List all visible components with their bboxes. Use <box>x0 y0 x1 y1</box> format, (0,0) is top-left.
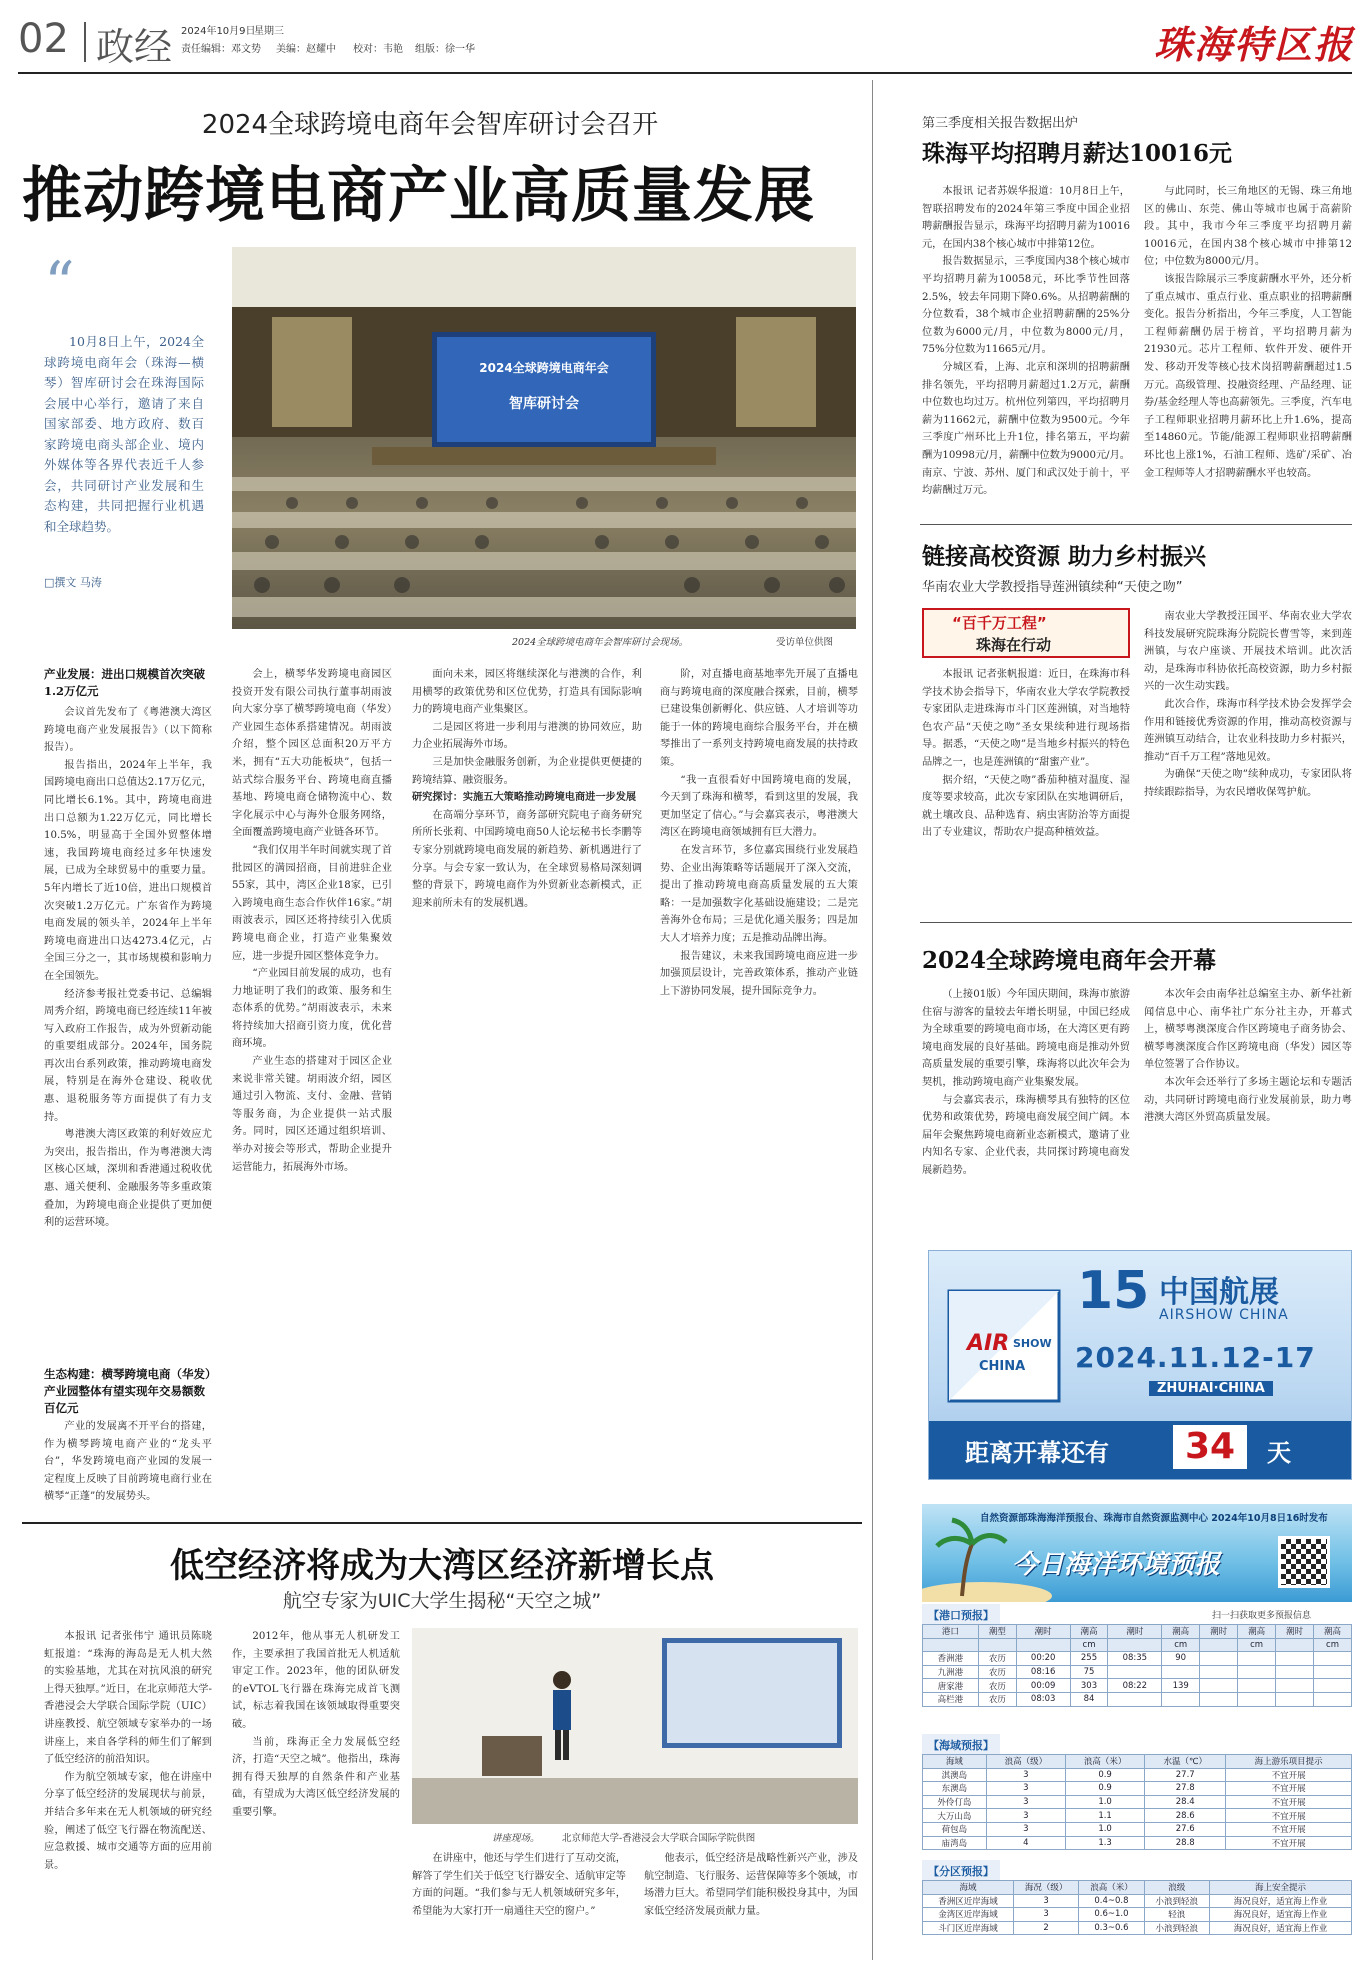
table-cell <box>1162 1692 1200 1706</box>
table-cell: 不宜开展 <box>1226 1822 1352 1836</box>
table-cell: 1.0 <box>1065 1822 1144 1836</box>
lead-byline: □撰文 马涛 <box>44 576 102 589</box>
table-cell <box>1200 1652 1238 1666</box>
badge-line-1: “百千万工程” <box>952 614 1047 632</box>
table-cell: 90 <box>1162 1652 1200 1666</box>
qr-code <box>1278 1536 1330 1588</box>
conference-hall-illustration <box>232 247 856 629</box>
zone-forecast-table <box>922 1880 1352 1935</box>
layout-credit: 组版：徐一华 <box>415 44 475 55</box>
sea-header: 水温（℃） <box>1145 1755 1226 1769</box>
paragraph: 二是园区将进一步利用与港澳的协同效应，助力企业拓展海外市场。 <box>412 721 642 751</box>
lead-photo-credit: 受访单位供图 <box>776 637 834 648</box>
sea-header: 浪高（米） <box>1065 1755 1144 1769</box>
annual-col-2 <box>1144 986 1352 1236</box>
table-cell: 九洲港 <box>923 1665 979 1679</box>
port-header: 潮高 <box>1162 1625 1200 1639</box>
lead-col-1 <box>44 704 212 1364</box>
airshow-city: ZHUHAI·CHINA <box>1149 1381 1273 1396</box>
port-unit: cm <box>1314 1638 1352 1652</box>
univ-col-1 <box>922 666 1130 980</box>
lowalt-photo-caption: 讲座现场。 <box>492 1833 540 1844</box>
paragraph: 产业的发展离不开平台的搭建，作为横琴跨境电商产业的“龙头平台”，华发跨境电商产业园的发展一定程度上反映了目前跨境电商行业在横琴“正蓬”的发展势头。 <box>44 1421 212 1503</box>
table-cell: 不宜开展 <box>1226 1795 1352 1809</box>
table-cell: 1.3 <box>1065 1836 1144 1850</box>
table-cell: 小浪到轻浪 <box>1144 1921 1209 1935</box>
port-unit: cm <box>1238 1638 1276 1652</box>
table-cell: 75 <box>1070 1665 1108 1679</box>
campaign-badge <box>922 608 1130 658</box>
table-cell <box>1200 1692 1238 1706</box>
table-row <box>923 1836 1352 1850</box>
table-cell: 28.6 <box>1145 1809 1226 1823</box>
table-cell: 1.0 <box>1065 1795 1144 1809</box>
table-cell <box>1276 1665 1314 1679</box>
lead-subhead-2: 生态构建：横琴跨境电商（华发）产业园整体有望实现年交易额数百亿元 <box>44 1367 211 1415</box>
section-rule <box>920 922 1352 923</box>
countdown-unit: 天 <box>1267 1439 1291 1467</box>
table-cell: 08:35 <box>1108 1652 1162 1666</box>
paragraph: 本报讯 记者张伟宁 通讯员陈晓虹报道：“珠海的海岛是无人机大然的实验基地，尤其在对抗风浪的研究上得天独厚。”近日，在北京师范大学-香港浸会大学联合国际学院（UIC）讲座教授、航空领域专家举办的一场讲座上，来自各学科的师生们了解到了低空经济的前沿知识。 <box>44 1631 212 1766</box>
table-row <box>923 1652 1352 1666</box>
table-cell <box>1108 1665 1162 1679</box>
paragraph: 他表示，低空经济是战略性新兴产业，涉及航空制造、飞行服务、运营保障等多个领域，市场潜力巨大。希望同学们能积极投身其中，为国家低空经济发展贡献力量。 <box>644 1853 858 1917</box>
port-unit: cm <box>1162 1638 1200 1652</box>
paragraph: 在讲座中，他还与学生们进行了互动交流，解答了学生们关于低空飞行器安全、适航审定等方面的问题。“我们参与无人机领域研究多年，希望能为大家打开一扇通往天空的窗户。” <box>412 1853 626 1917</box>
countdown-days: 34 <box>1173 1425 1247 1469</box>
port-unit <box>1016 1638 1070 1652</box>
section-divider <box>84 22 86 62</box>
paragraph: 当前，珠海正全力发展低空经济，打造“天空之城”。他指出，珠海拥有得天独厚的自然条件和产业基础，有望成为大湾区低空经济发展的重要引擎。 <box>232 1736 400 1818</box>
table-cell <box>1276 1652 1314 1666</box>
paragraph: 与此同时，长三角地区的无锡、珠三角地区的佛山、东莞、佛山等城市也属于高薪阶段。其中，我市今年三季度平均招聘月薪10016元，在国内38个核心城市中排第12位；中位数为8000元/月。 <box>1144 186 1352 268</box>
paragraph: 在发言环节，多位嘉宾围绕行业发展趋势、企业出海策略等话题展开了深入交流，提出了推动跨境电商高质量发展的五大策略：一是加强数字化基础设施建设；二是完善海外仓布局；三是优化通关服务；四是加大人才培养力度；五是推动品牌出海。 <box>660 844 858 944</box>
table-cell <box>1314 1652 1352 1666</box>
port-header: 潮高 <box>1070 1625 1108 1639</box>
paragraph: （上接01版）今年国庆期间，珠海市旅游住宿与游客的量较去年增长明显，中国已经成为全球重要的跨境电商市场，在大湾区更有跨境电商发展的良好基础。跨境电商是推动外贸高质量发展的重要引擎，珠海将以此次年会为契机，推动跨境电商产业集聚发展。 <box>922 989 1130 1088</box>
table-cell: 27.7 <box>1145 1768 1226 1782</box>
paragraph: 此次合作，珠海市科学技术协会发挥学会作用和链接优秀资源的作用，推动高校资源与莲洲镇互动结合，让农业科技助力乡村振兴，推动“百千万工程”落地见效。 <box>1144 698 1352 763</box>
paragraph: 本次年会还举行了多场主题论坛和专题活动，共同研讨跨境电商行业发展前景，助力粤港澳大湾区外贸高质量发展。 <box>1144 1076 1352 1124</box>
table-cell: 0.9 <box>1065 1782 1144 1796</box>
lead-col-3 <box>412 666 642 1516</box>
zone-header: 浪级 <box>1144 1881 1209 1895</box>
table-cell <box>1238 1692 1276 1706</box>
table-cell: 139 <box>1162 1679 1200 1693</box>
zone-forecast-title: 【分区预报】 <box>922 1860 1000 1882</box>
table-cell: 27.6 <box>1145 1822 1226 1836</box>
editor-credit: 责任编辑：邓文势 <box>181 44 261 55</box>
table-cell: 香洲港 <box>923 1652 979 1666</box>
table-cell: 香洲区近岸海域 <box>923 1894 1014 1908</box>
paragraph: 经济参考报社党委书记、总编辑周秀介绍，跨境电商已经连续11年被写入政府工作报告，成为外贸新动能的重要组成部分。2024年，国务院再次出台系列政策，推动跨境电商发展，特别是在海外仓建设、税收优惠、退税服务等方面提供了有力支持。 <box>44 988 212 1123</box>
table-cell: 0.3~0.6 <box>1079 1921 1144 1935</box>
port-header: 港口 <box>923 1625 979 1639</box>
lowalt-col-3 <box>412 1850 858 1958</box>
table-cell: 不宜开展 <box>1226 1809 1352 1823</box>
paragraph: 分城区看，上海、北京和深圳的招聘薪酬排名领先，平均招聘月薪超过1.2万元，薪酬中位数也均过万。杭州位列第四，平均招聘月薪为11662元，薪酬中位数为9500元。今年三季度广州环比上升1位，排名第五，平均薪酬为10998元/月，薪酬中位数为9000元/月。南京、宁波、苏州、厦门和武汉处于前十，平均薪酬过万元。 <box>922 361 1130 497</box>
table-cell: 0.6~1.0 <box>1079 1908 1144 1922</box>
zone-header: 海况（级） <box>1013 1881 1078 1895</box>
lead-col-1b <box>44 1418 212 1514</box>
paragraph: 在高端分享环节，商务部研究院电子商务研究所所长张莉、中国跨境电商50人论坛秘书长李鹏等专家分别就跨境电商发展的新趋势、新机遇进行了分享。与会专家一致认为，在全球贸易格局深刻调整的背景下，跨境电商作为外贸新业态新模式，正迎来前所未有的发展机遇。 <box>412 809 642 909</box>
table-cell <box>1162 1665 1200 1679</box>
table-cell: 3 <box>1013 1894 1078 1908</box>
zone-header: 浪高（米） <box>1079 1881 1144 1895</box>
table-cell: 农历 <box>978 1665 1016 1679</box>
table-cell: 海况良好，适宜海上作业 <box>1209 1894 1351 1908</box>
badge-line-2: 珠海在行动 <box>976 636 1052 654</box>
table-cell: 3 <box>986 1782 1065 1796</box>
lecture-illustration <box>412 1628 858 1824</box>
table-cell: 荷包岛 <box>923 1822 987 1836</box>
lead-subhead-1: 产业发展：进出口规模首次突破1.2万亿元 <box>44 667 205 698</box>
port-forecast-title: 【港口预报】 <box>922 1604 1000 1626</box>
table-cell: 08:03 <box>1016 1692 1070 1706</box>
paragraph: 2012年，他从事无人机研发工作，主要承担了我国首批无人机适航审定工作。2023年，他的团队研发的eVTOL飞行器在珠海完成首飞测试，标志着我国在该领域取得重要突破。 <box>232 1631 400 1730</box>
port-header: 潮时 <box>1200 1625 1238 1639</box>
paragraph: 该报告除展示三季度薪酬水平外，还分析了重点城市、重点行业、重点职业的招聘薪酬变化。报告分析指出，今年三季度，人工智能工程师薪酬仍居于榜首，平均招聘月薪为21930元。芯片工程师、软件开发、硬件开发、移动开发等核心技术岗招聘薪酬超过1.5万元。高级管理、投融资经理、产品经理、证券/基金经理人等也高薪领先。三季度，汽车电子工程师职业招聘月薪环比上升1.6%，提高至14860元。节能/能源工程师职业招聘薪酬环比也上涨1%，石油工程师、选矿/采矿、冶金工程师等人才招聘薪酬水平也较高。 <box>1144 273 1352 479</box>
table-cell: 303 <box>1070 1679 1108 1693</box>
zone-header: 海域 <box>923 1881 1014 1895</box>
sea-header: 浪高（级） <box>986 1755 1065 1769</box>
lowalt-col-2 <box>232 1628 400 1958</box>
paragraph: 报告建议，未来我国跨境电商应进一步加强顶层设计，完善政策体系，推动产业链上下游协同发展，提升国际竞争力。 <box>660 950 858 997</box>
lowalt-photo <box>412 1628 858 1824</box>
airshow-banner <box>928 1250 1352 1480</box>
sea-forecast-rows <box>923 1768 1352 1850</box>
table-cell: 3 <box>986 1768 1065 1782</box>
table-cell <box>1200 1679 1238 1693</box>
paragraph: “我一直很看好中国跨境电商的发展，今天到了珠海和横琴，看到这里的发展，我更加坚定了信心。”与会嘉宾表示，粤港澳大湾区在跨境电商领域拥有巨大潜力。 <box>660 774 858 839</box>
port-forecast-table <box>922 1624 1352 1707</box>
marine-banner <box>922 1504 1352 1602</box>
table-cell: 不宜开展 <box>1226 1836 1352 1850</box>
recruit-col-1 <box>922 183 1130 523</box>
airshow-logo-air: AIR <box>967 1331 1010 1356</box>
sea-header: 海域 <box>923 1755 987 1769</box>
univ-col-2 <box>1144 608 1352 980</box>
table-cell: 28.4 <box>1145 1795 1226 1809</box>
table-cell: 农历 <box>978 1692 1016 1706</box>
paragraph: 报告指出，2024年上半年，我国跨境电商出口总值达2.17万亿元，同比增长6.1%。其中，跨境电商进出口总额为1.22万亿元，同比增长10.5%，明显高于全国外贸整体增速，我国跨境电商经过多年快速发展，已成为全球贸易中的重要力量。5年内增长了近10倍，进出口规模首次突破1.2万亿元。广东省作为跨境电商发展的领头羊，2024年上半年跨境电商进出口达4273.4亿元，占全国三分之一，其市场规模和影响力在全国领先。 <box>44 759 212 982</box>
table-cell: 1.1 <box>1065 1809 1144 1823</box>
port-forecast-rows <box>923 1652 1352 1706</box>
table-row <box>923 1665 1352 1679</box>
paragraph: 阶，对直播电商基地率先开展了直播电商与跨境电商的深度融合探索，目前，横琴已建设集创新孵化、供应链、人才培训等功能于一体的跨境电商综合服务平台，并在横琴推出了一系列支持跨境电商发展的扶持政策。 <box>660 669 858 768</box>
paper-logo: 珠海特区报 <box>1153 22 1354 67</box>
table-cell: 4 <box>986 1836 1065 1850</box>
table-cell: 2 <box>1013 1921 1078 1935</box>
masthead-rule <box>18 72 1352 74</box>
port-header: 潮时 <box>1016 1625 1070 1639</box>
table-cell: 0.9 <box>1065 1768 1144 1782</box>
airshow-title: 中国航展 <box>1159 1275 1279 1310</box>
table-cell: 3 <box>986 1795 1065 1809</box>
table-cell <box>1314 1692 1352 1706</box>
table-cell <box>1238 1679 1276 1693</box>
section-rule <box>22 1522 862 1524</box>
table-cell: 27.8 <box>1145 1782 1226 1796</box>
table-cell <box>1314 1679 1352 1693</box>
table-cell <box>1200 1665 1238 1679</box>
countdown-label: 距离开幕还有 <box>965 1439 1109 1467</box>
table-cell: 海况良好，适宜海上作业 <box>1209 1908 1351 1922</box>
paragraph: “我们仅用半年时间就实现了首批园区的满园招商，目前进驻企业55家，其中，湾区企业18家，已引入跨境电商生态合作伙伴16家。”胡雨波表示，园区还将持续引入优质跨境电商企业，打造产业集聚效应，进一步提升园区整体竞争力。 <box>232 844 392 962</box>
univ-subtitle: 华南农业大学教授指导莲洲镇续种“天使之吻” <box>922 580 1183 595</box>
table-cell: 小浪到轻浪 <box>1144 1894 1209 1908</box>
table-cell: 外伶仃岛 <box>923 1795 987 1809</box>
sea-forecast-table <box>922 1754 1352 1850</box>
table-cell: 大万山岛 <box>923 1809 987 1823</box>
annual-headline: 2024全球跨境电商年会开幕 <box>922 947 1217 974</box>
section-name: 政经 <box>96 25 173 69</box>
port-unit: cm <box>1070 1638 1108 1652</box>
table-cell: 东澳岛 <box>923 1782 987 1796</box>
table-row <box>923 1795 1352 1809</box>
paragraph: 会议首先发布了《粤港澳大湾区跨境电商产业发展报告》（以下简称报告）。 <box>44 707 212 754</box>
table-cell: 唐家港 <box>923 1679 979 1693</box>
marine-title: 今日海洋环境预报 <box>1012 1550 1221 1580</box>
sea-forecast-title: 【海域预报】 <box>922 1734 1000 1756</box>
port-unit <box>923 1638 979 1652</box>
table-cell: 08:22 <box>1108 1679 1162 1693</box>
table-cell: 84 <box>1070 1692 1108 1706</box>
univ-headline: 链接高校资源 助力乡村振兴 <box>922 543 1207 570</box>
recruit-kicker: 第三季度相关报告数据出炉 <box>922 116 1079 131</box>
table-cell: 3 <box>986 1822 1065 1836</box>
port-unit <box>1200 1638 1238 1652</box>
table-cell: 3 <box>986 1809 1065 1823</box>
airshow-logo-china: CHINA <box>979 1359 1026 1374</box>
lead-photo <box>232 247 856 629</box>
table-cell: 0.4~0.8 <box>1079 1894 1144 1908</box>
zone-forecast-rows <box>923 1894 1352 1935</box>
table-row <box>923 1809 1352 1823</box>
screen-title: 2024全球跨境电商年会 <box>479 361 609 375</box>
paragraph: 三是加快金融服务创新，为企业提供更便捷的跨境结算、融资服务。 <box>412 756 642 786</box>
paragraph: 研究探讨：实施五大策略推动跨境电商进一步发展 <box>412 791 637 804</box>
paragraph: 产业生态的搭建对于园区企业来说非常关键。胡雨波介绍，园区通过引入物流、支付、金融、营销等服务商，为企业提供一站式服务。同时，园区还通过组织培训、举办对接会等形式，帮助企业提升运营能力，拓展海外市场。 <box>232 1056 392 1173</box>
table-cell: 农历 <box>978 1679 1016 1693</box>
table-row <box>923 1782 1352 1796</box>
paragraph: 作为航空领域专家，他在讲座中分享了低空经济的发展现状与前景，并结合多年来在无人机领域的研究经验，阐述了低空飞行器在物流配送、应急救援、城市交通等方面的应用前景。 <box>44 1771 212 1871</box>
port-header: 潮时 <box>1276 1625 1314 1639</box>
paragraph: 报告数据显示，三季度国内38个核心城市平均招聘月薪为10058元，环比季节性回落2.5%，较去年同期下降0.6%。从招聘薪酬的分位数看，38个城市企业招聘薪酬的25%分位数为6000元/月，中位数为8000元/月，75%分位数为11665元/月。 <box>922 256 1130 356</box>
port-unit <box>1108 1638 1162 1652</box>
paragraph: 南农业大学教授汪国平、华南农业大学农科技发展研究院珠海分院院长曹雪等，来到莲洲镇，与农户座谈、开展技术培训。此次活动，是珠海市科协依托高校资源，助力乡村振兴的一次生动实践。 <box>1144 611 1352 693</box>
paragraph: 面向未来，园区将继续深化与港澳的合作，利用横琴的政策优势和区位优势，打造具有国际影响力的跨境电商产业集聚区。 <box>412 669 642 716</box>
lowalt-col-1 <box>44 1628 212 1958</box>
table-cell: 28.8 <box>1145 1836 1226 1850</box>
lead-kicker: 2024全球跨境电商年会智库研讨会召开 <box>201 110 659 140</box>
table-cell <box>1108 1692 1162 1706</box>
table-cell: 高栏港 <box>923 1692 979 1706</box>
port-unit <box>1276 1638 1314 1652</box>
table-cell: 255 <box>1070 1652 1108 1666</box>
table-cell: 淇澳岛 <box>923 1768 987 1782</box>
lowalt-photo-credit: 北京师范大学-香港浸会大学联合国际学院供图 <box>562 1833 756 1844</box>
paragraph: 为确保“天使之吻”续种成功，专家团队将持续跟踪指导，为农民增收保驾护航。 <box>1144 769 1352 798</box>
lead-col-2 <box>232 666 392 1516</box>
recruit-headline: 珠海平均招聘月薪达10016元 <box>922 140 1233 167</box>
table-cell: 庙湾岛 <box>923 1836 987 1850</box>
recruit-col-2 <box>1144 183 1352 523</box>
table-cell: 3 <box>1013 1908 1078 1922</box>
paragraph: “产业园目前发展的成功，也有力地证明了我们的政策、服务和生态体系的优势。”胡雨波表示，未来将持续加大招商引资力度，优化营商环境。 <box>232 968 392 1050</box>
port-header: 潮时 <box>1108 1625 1162 1639</box>
proof-credit: 校对：韦艳 <box>353 44 403 55</box>
table-cell <box>1276 1692 1314 1706</box>
screen-subtitle: 智库研讨会 <box>509 396 579 412</box>
port-header: 潮高 <box>1314 1625 1352 1639</box>
page-number: 02 <box>18 16 69 62</box>
paragraph: 粤港澳大湾区政策的利好效应尤为突出，报告指出，作为粤港澳大湾区核心区域，深圳和香港通过税收优惠、通关便利、金融服务等多重政策叠加，为跨境电商企业提供了更加便利的运营环境。 <box>44 1129 212 1229</box>
lead-photo-caption: 2024全球跨境电商年会智库研讨会现场。 <box>512 637 689 648</box>
table-cell <box>1238 1652 1276 1666</box>
port-unit <box>978 1638 1016 1652</box>
table-cell: 00:09 <box>1016 1679 1070 1693</box>
column-divider <box>872 80 873 1960</box>
table-cell: 海况良好，适宜海上作业 <box>1209 1921 1351 1935</box>
table-cell: 轻浪 <box>1144 1908 1209 1922</box>
lead-summary: 10月8日上午，2024全球跨境电商年会（珠海—横琴）智库研讨会在珠海国际会展中心举行，邀请了来自国家部委、地方政府、数百家跨境电商头部企业、境内外媒体等各界代表近千人参会，共同研讨产业发展和生态构建，共同把握行业机遇和全球趋势。 <box>44 334 204 534</box>
section-rule <box>920 524 1352 525</box>
airshow-logo-show: SHOW <box>1013 1337 1052 1350</box>
table-row <box>923 1768 1352 1782</box>
table-cell: 金湾区近岸海域 <box>923 1908 1014 1922</box>
zone-header: 海上安全提示 <box>1209 1881 1351 1895</box>
lead-col-4 <box>660 666 858 1516</box>
table-cell: 08:16 <box>1016 1665 1070 1679</box>
art-credit: 美编：赵耀中 <box>276 44 336 55</box>
table-cell: 斗门区近岸海域 <box>923 1921 1014 1935</box>
issue-date: 2024年10月9日 <box>181 26 256 37</box>
masthead <box>18 14 1358 70</box>
table-cell: 不宜开展 <box>1226 1782 1352 1796</box>
airshow-dates: 2024.11.12-17 <box>1075 1341 1316 1374</box>
quote-mark-icon: “ <box>44 249 75 319</box>
table-row <box>923 1822 1352 1836</box>
paragraph: 据介绍，“天使之吻”番茄种植对温度、湿度等要求较高，此次专家团队在实地调研后，就土壤改良、品种选育、病虫害防治等方面提出了专业建议，帮助农户提高种植效益。 <box>922 774 1130 839</box>
lowalt-subtitle: 航空专家为UIC大学生揭秘“天空之城” <box>282 1590 602 1612</box>
table-cell: 不宜开展 <box>1226 1768 1352 1782</box>
table-cell: 00:20 <box>1016 1652 1070 1666</box>
airshow-en: AIRSHOW CHINA <box>1159 1307 1289 1323</box>
annual-col-1 <box>922 986 1130 1236</box>
table-row <box>923 1679 1352 1693</box>
table-row <box>923 1921 1352 1935</box>
paragraph: 本报讯 记者张帆报道：近日，在珠海市科学技术协会指导下，华南农业大学农学院教授专家团队走进珠海市斗门区莲洲镇，对当地特色农产品“天使之吻”圣女果续种进行现场指导。据悉，“天使之吻”是当地乡村振兴的特色品牌之一，也是莲洲镇的“甜蜜产业”。 <box>922 669 1130 768</box>
lowalt-headline: 低空经济将成为大湾区经济新增长点 <box>170 1546 714 1586</box>
paragraph: 与会嘉宾表示，珠海横琴具有独特的区位优势和政策优势，跨境电商发展空间广阔。本届年会聚焦跨境电商新业态新模式，邀请了业内知名专家、企业代表，共同探讨跨境电商发展新趋势。 <box>922 1094 1130 1176</box>
marine-issuer: 自然资源部珠海海洋预报台、珠海市自然资源监测中心 2024年10月8日16时发布 <box>980 1513 1328 1524</box>
port-header: 潮型 <box>978 1625 1016 1639</box>
table-cell <box>1314 1665 1352 1679</box>
table-cell: 农历 <box>978 1652 1016 1666</box>
table-cell <box>1276 1679 1314 1693</box>
table-row <box>923 1894 1352 1908</box>
qr-hint: 扫一扫获取更多预报信息 <box>1212 1611 1312 1621</box>
table-row <box>923 1692 1352 1706</box>
table-row <box>923 1908 1352 1922</box>
port-header: 潮高 <box>1238 1625 1276 1639</box>
issue-weekday: 星期三 <box>254 26 284 37</box>
paragraph: 会上，横琴华发跨境电商园区投资开发有限公司执行董事胡雨波向大家分享了横琴跨境电商（华发）产业园生态体系搭建情况。胡雨波介绍，整个园区总面积20万平方米，拥有“五大功能板块”，包括一站式综合服务平台、跨境电商直播基地、跨境电商仓储物流中心、数字化展示中心与海外仓服务网络，全面覆盖跨境电商产业链各环节。 <box>232 669 392 839</box>
paragraph: 本次年会由南华社总编室主办、新华社新闻信息中心、南华社广东分社主办，开幕式上，横琴粤澳深度合作区跨境电子商务协会、横琴粤澳深度合作区跨境电商（华发）园区等单位签署了合作协议。 <box>1144 989 1352 1071</box>
airshow-edition: 15 <box>1077 1261 1150 1321</box>
lead-headline: 推动跨境电商产业高质量发展 <box>22 161 815 231</box>
table-cell <box>1238 1665 1276 1679</box>
paragraph: 本报讯 记者苏娱华报道：10月8日上午，智联招聘发布的2024年第三季度中国企业招聘薪酬报告显示，珠海平均招聘月薪为10016元，在国内38个核心城市中排第12位。 <box>922 186 1130 250</box>
sea-header: 海上游乐项目提示 <box>1226 1755 1352 1769</box>
